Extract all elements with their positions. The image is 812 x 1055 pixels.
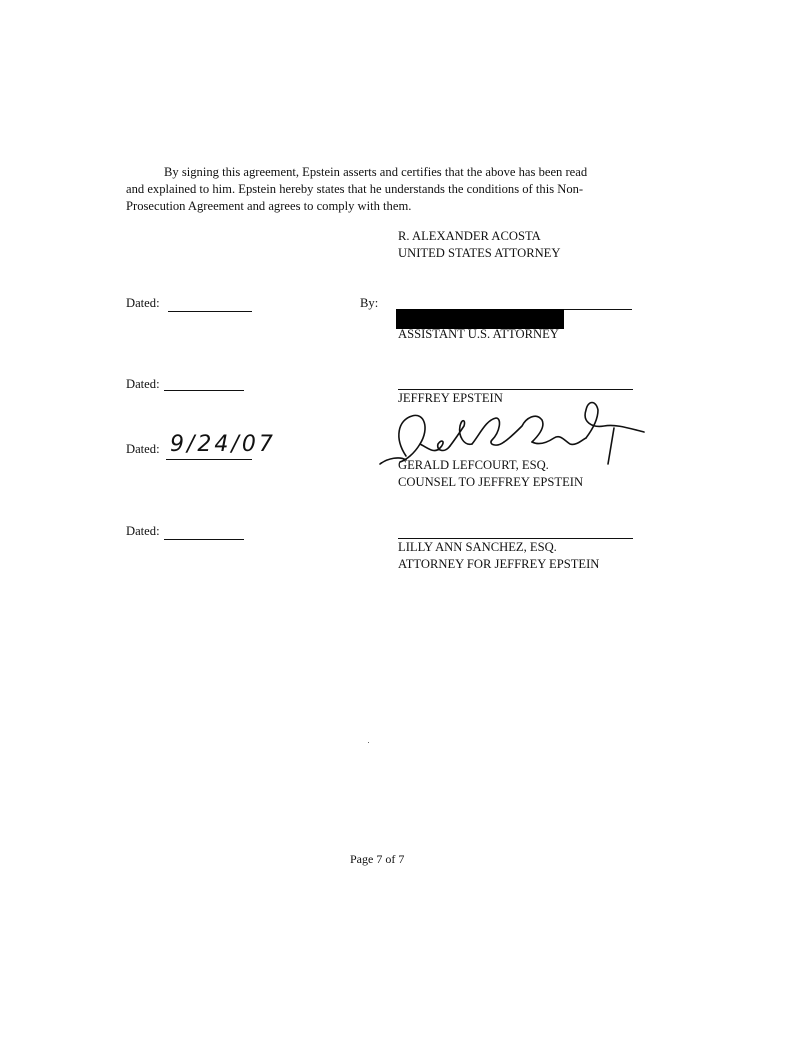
epstein-signature-name: JEFFREY EPSTEIN bbox=[398, 391, 503, 405]
us-attorney-title: UNITED STATES ATTORNEY bbox=[398, 246, 561, 260]
epstein-signature-line bbox=[398, 389, 633, 390]
by-label: By: bbox=[360, 296, 379, 310]
date-line-3 bbox=[166, 459, 252, 460]
sanchez-signature-line bbox=[398, 538, 633, 539]
dated-label-2: Dated: bbox=[126, 377, 160, 391]
assistant-us-attorney-title: ASSISTANT U.S. ATTORNEY bbox=[398, 327, 559, 341]
handwritten-date: 9/24/07 bbox=[170, 432, 276, 457]
dated-label-3: Dated: bbox=[126, 442, 160, 456]
paragraph-line-2: and explained to him. Epstein hereby states that he understands the conditions of this Non- bbox=[126, 182, 584, 196]
dated-label-4: Dated: bbox=[126, 524, 160, 538]
sanchez-title: ATTORNEY FOR JEFFREY EPSTEIN bbox=[398, 557, 600, 571]
redaction-box bbox=[396, 309, 564, 329]
scan-speck bbox=[368, 742, 369, 743]
date-line-1 bbox=[168, 311, 252, 312]
paragraph-line-3: Prosecution Agreement and agrees to comply with them. bbox=[126, 199, 412, 213]
sanchez-name: LILLY ANN SANCHEZ, ESQ. bbox=[398, 540, 557, 554]
us-attorney-name: R. ALEXANDER ACOSTA bbox=[398, 229, 541, 243]
dated-label-1: Dated: bbox=[126, 296, 160, 310]
date-line-4 bbox=[164, 539, 244, 540]
lefcourt-name: GERALD LEFCOURT, ESQ. bbox=[398, 458, 549, 472]
lefcourt-title: COUNSEL TO JEFFREY EPSTEIN bbox=[398, 475, 584, 489]
date-line-2 bbox=[164, 390, 244, 391]
paragraph-line-1: By signing this agreement, Epstein asserts and certifies that the above has been read bbox=[164, 165, 588, 179]
agreement-paragraph bbox=[126, 164, 646, 215]
page-footer: Page 7 of 7 bbox=[350, 852, 405, 866]
